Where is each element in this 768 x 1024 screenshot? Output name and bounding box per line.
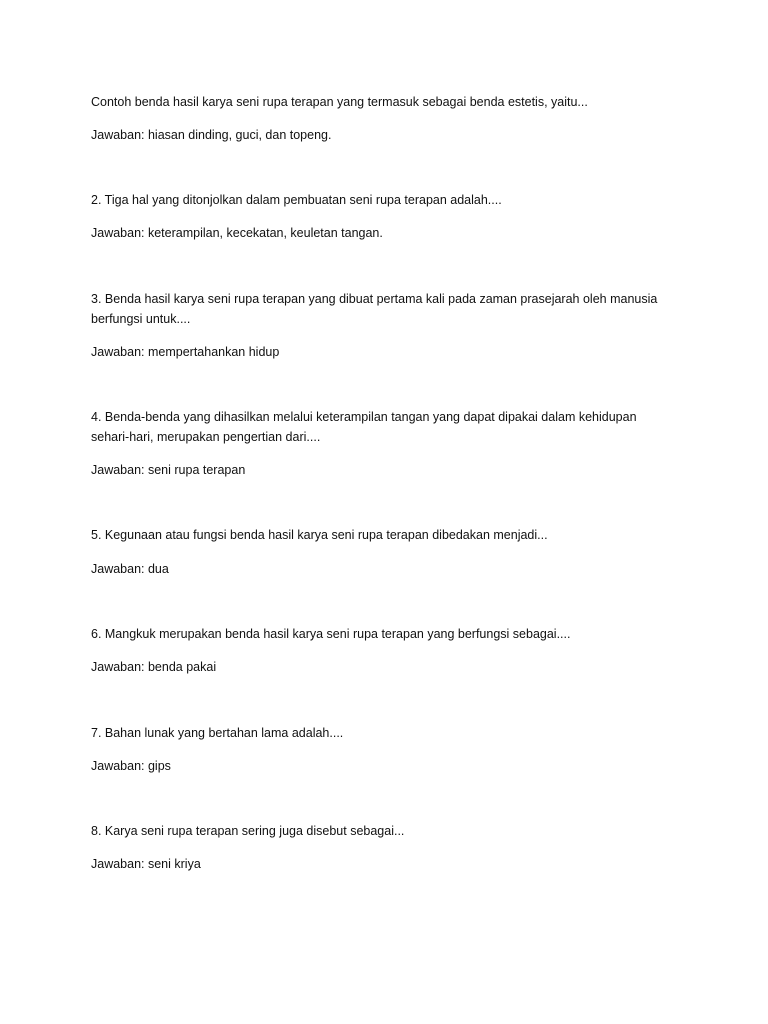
- answer-8: Jawaban: seni kriya: [91, 857, 201, 871]
- answer-4: Jawaban: seni rupa terapan: [91, 463, 246, 477]
- question-4-line-1: 4. Benda-benda yang dihasilkan melalui keterampilan tangan yang dapat dipakai dalam kehidupan: [91, 410, 637, 424]
- question-8: 8. Karya seni rupa terapan sering juga disebut sebagai...: [91, 824, 405, 838]
- question-6: 6. Mangkuk merupakan benda hasil karya seni rupa terapan yang berfungsi sebagai....: [91, 627, 571, 641]
- answer-5: Jawaban: dua: [91, 562, 169, 576]
- answer-3: Jawaban: mempertahankan hidup: [91, 345, 280, 359]
- answer-6: Jawaban: benda pakai: [91, 660, 217, 674]
- answer-1: Jawaban: hiasan dinding, guci, dan topeng.: [91, 128, 332, 142]
- question-4-line-2: sehari-hari, merupakan pengertian dari....: [91, 430, 321, 444]
- question-1: Contoh benda hasil karya seni rupa terapan yang termasuk sebagai benda estetis, yaitu...: [91, 95, 588, 109]
- question-2: 2. Tiga hal yang ditonjolkan dalam pembuatan seni rupa terapan adalah....: [91, 193, 502, 207]
- question-3-line-2: berfungsi untuk....: [91, 312, 191, 326]
- question-3-line-1: 3. Benda hasil karya seni rupa terapan yang dibuat pertama kali pada zaman prasejarah oleh manusia: [91, 292, 658, 306]
- question-5: 5. Kegunaan atau fungsi benda hasil karya seni rupa terapan dibedakan menjadi...: [91, 528, 548, 542]
- question-7: 7. Bahan lunak yang bertahan lama adalah....: [91, 726, 344, 740]
- answer-7: Jawaban: gips: [91, 759, 171, 773]
- answer-2: Jawaban: keterampilan, kecekatan, keuletan tangan.: [91, 226, 383, 240]
